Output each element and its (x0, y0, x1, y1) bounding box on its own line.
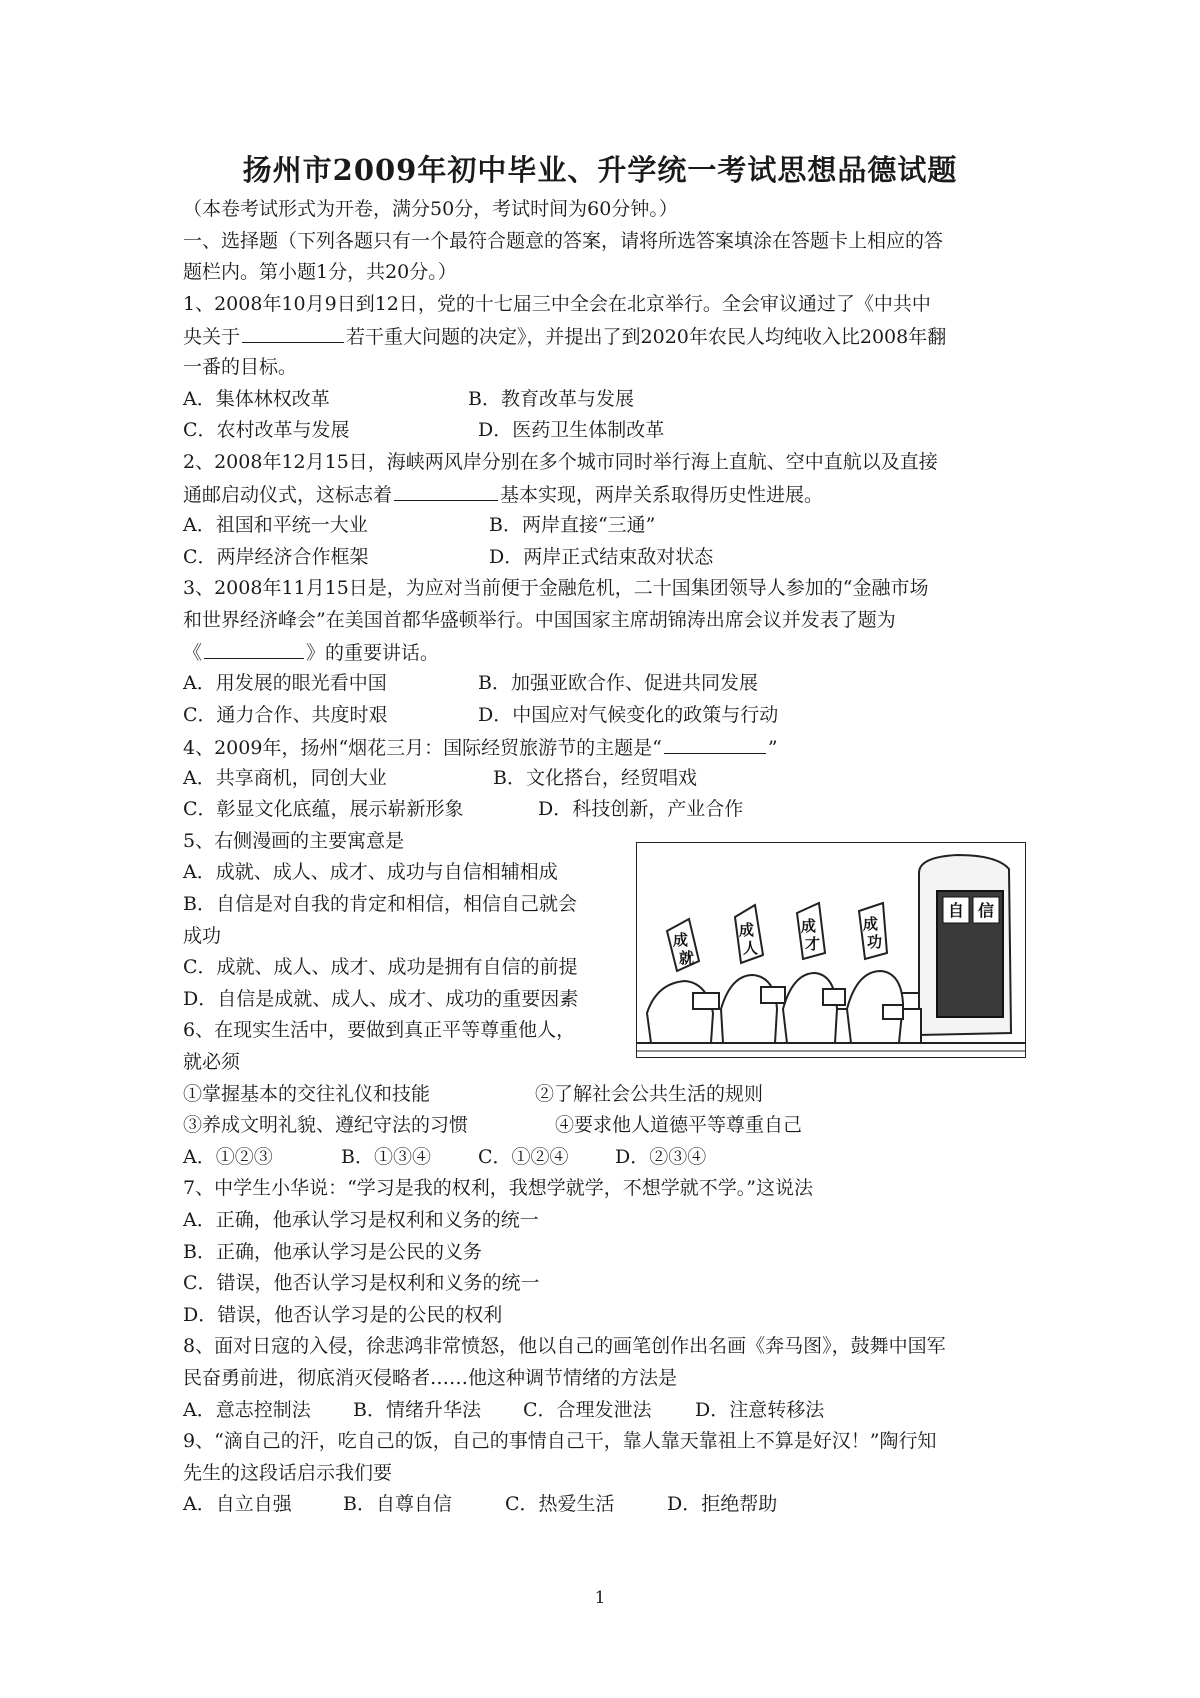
cartoon-sign-2: 信 (978, 901, 995, 920)
q6-option-c: C．①②④ (478, 1145, 569, 1168)
q7-option-d: D．错误，他否认学习是的公民的权利 (183, 1303, 503, 1326)
q6-stem-line1: 6、在现实生活中，要做到真正平等尊重他人， (183, 1019, 576, 1042)
q4-option-c: C．彰显文化底蕴，展示崭新形象 (183, 798, 464, 821)
q7-option-b: B．正确，他承认学习是公民的义务 (183, 1240, 482, 1263)
q8-stem-line1: 8、面对日寇的入侵，徐悲鸿非常愤怒，他以自己的画笔创作出名画《奔马图》，鼓舞中国军 (183, 1335, 946, 1358)
q7-stem-line1: 7、中学生小华说：“学习是我的权利，我想学就学，不想学就不学。”这说法 (183, 1177, 814, 1200)
q4-stem-line1 (183, 731, 1027, 763)
q3-options-row1 (183, 668, 1027, 700)
q1-options-row2 (183, 415, 1027, 447)
q1-stem-text: 若干重大问题的决定》，并提出了到2020年农民人均纯收入比2008年翻 (346, 326, 947, 349)
q6-option-d: D．②③④ (615, 1145, 707, 1168)
cartoon-label-4: 成 (863, 915, 879, 933)
q2-options-row1 (183, 510, 1027, 542)
q8-option-c: C．合理发泄法 (523, 1398, 652, 1421)
q5-option-b-line1: B．自信是对自我的肯定和相信，相信自己就会 (183, 893, 577, 916)
q9-options-row (183, 1489, 1027, 1521)
q1-option-b: B．教育改革与发展 (468, 387, 634, 410)
q1-options-row1 (183, 384, 1027, 416)
q6-option-b: B．①③④ (341, 1145, 431, 1168)
q6-item-1: ①掌握基本的交往礼仪和技能 (183, 1082, 431, 1105)
q3-stem-line2: 和世界经济峰会”在美国首都华盛顿举行。中国国家主席胡锦涛出席会议并发表了题为 (183, 608, 896, 631)
q9-option-a: A．自立自强 (183, 1493, 292, 1516)
q9-option-d: D．拒绝帮助 (667, 1493, 778, 1516)
q2-option-a: A．祖国和平统一大业 (183, 513, 368, 536)
cartoon-label-4b: 功 (867, 933, 883, 951)
q5-option-b-line2: 成功 (183, 924, 222, 947)
q2-options-row2 (183, 542, 1027, 574)
q9-stem-line2: 先生的这段话启示我们要 (183, 1461, 393, 1484)
q6-items-row2 (183, 1110, 1027, 1142)
q7-option-c: C．错误，他否认学习是权利和义务的统一 (183, 1272, 540, 1295)
q4-stem-text: ” (767, 737, 778, 760)
q3-stem-text: 《 (183, 642, 203, 665)
q1-option-a: A．集体林权改革 (183, 387, 330, 410)
q1-stem-line2 (183, 320, 1027, 352)
q2-stem-line2 (183, 478, 1027, 510)
cartoon-label-1b: 就 (679, 949, 695, 967)
q9-option-b: B．自尊自信 (343, 1493, 452, 1516)
q1-stem-line3: 一番的目标。 (183, 355, 298, 378)
q9-stem-line1: 9、“滴自己的汗，吃自己的饭，自己的事情自己干，靠人靠天靠祖上不算是好汉！”陶行知 (183, 1430, 937, 1453)
cartoon-label-3b: 才 (805, 935, 821, 953)
page-title: 扬州市2009年初中毕业、升学统一考试思想品德试题 (242, 153, 958, 187)
q2-stem-text: 基本实现，两岸关系取得历史性进展。 (500, 484, 824, 507)
q6-option-a: A．①②③ (183, 1145, 273, 1168)
q2-option-d: D．两岸正式结束敌对状态 (489, 545, 714, 568)
q3-stem-text: 》的重要讲话。 (306, 642, 440, 665)
page-number: 1 (594, 1588, 606, 1608)
answer-blank (204, 636, 304, 659)
q3-option-d: D．中国应对气候变化的政策与行动 (478, 703, 779, 726)
cartoon-label-1: 成 (673, 931, 689, 949)
answer-blank (664, 731, 766, 754)
q6-stem-line2: 就必须 (183, 1051, 241, 1074)
q4-option-b: B．文化搭台，经贸唱戏 (493, 766, 697, 789)
section-heading-line2: 题栏内。第小题1分，共20分。） (183, 261, 457, 284)
q4-stem-text: 4、2009年，扬州“烟花三月：国际经贸旅游节的主题是“ (183, 737, 662, 760)
exam-note: （本卷考试形式为开卷，满分50分，考试时间为60分钟。） (183, 198, 678, 220)
cartoon-illustration (636, 842, 1026, 1058)
q1-option-c: C．农村改革与发展 (183, 419, 350, 442)
q3-options-row2 (183, 700, 1027, 732)
q6-item-2: ②了解社会公共生活的规则 (535, 1082, 764, 1105)
q8-stem-line2: 民奋勇前进，彻底消灭侵略者……他这种调节情绪的方法是 (183, 1366, 678, 1389)
cartoon-label-2b: 人 (743, 939, 759, 957)
q5-stem-line1: 5、右侧漫画的主要寓意是 (183, 829, 405, 852)
answer-blank (394, 478, 498, 501)
q4-options-row1 (183, 763, 1027, 795)
q4-option-a: A．共享商机，同创大业 (183, 766, 387, 789)
q6-items-row1 (183, 1079, 1027, 1111)
q8-option-b: B．情绪升华法 (353, 1398, 481, 1421)
q8-option-a: A．意志控制法 (183, 1398, 311, 1421)
q4-option-d: D．科技创新，产业合作 (538, 798, 744, 821)
q3-option-b: B．加强亚欧合作、促进共同发展 (478, 671, 758, 694)
q7-option-a: A．正确，他承认学习是权利和义务的统一 (183, 1209, 539, 1231)
section-heading-line1: 一、选择题（下列各题只有一个最符合题意的答案，请将所选答案填涂在答题卡上相应的答 (183, 229, 944, 252)
q3-stem-line1: 3、2008年11月15日是，为应对当前便于金融危机，二十国集团领导人参加的“金融市场 (183, 577, 929, 600)
cartoon-label-3: 成 (801, 917, 817, 935)
q6-options-row (183, 1142, 1027, 1174)
q8-option-d: D．注意转移法 (695, 1398, 825, 1421)
q9-option-c: C．热爱生活 (505, 1493, 615, 1516)
q6-item-3: ③养成文明礼貌、遵纪守法的习惯 (183, 1114, 469, 1137)
q1-stem-line1: 1、2008年10月9日到12日，党的十七届三中全会在北京举行。全会审议通过了《中共中 (183, 292, 931, 315)
q2-option-b: B．两岸直接“三通” (489, 513, 656, 536)
q1-option-d: D．医药卫生体制改革 (478, 419, 665, 442)
q1-stem-text: 央关于 (183, 326, 241, 349)
q6-item-4: ④要求他人道德平等尊重自己 (555, 1114, 803, 1137)
q5-option-c: C．成就、成人、成才、成功是拥有自信的前提 (183, 956, 578, 979)
q4-options-row2 (183, 794, 1027, 826)
answer-blank (242, 320, 344, 343)
cartoon-drawing (637, 843, 1025, 1057)
cartoon-sign-1: 自 (948, 901, 965, 920)
q2-stem-text: 通邮启动仪式，这标志着 (183, 484, 393, 507)
q2-option-c: C．两岸经济合作框架 (183, 545, 369, 568)
q3-option-c: C．通力合作、共度时艰 (183, 703, 388, 726)
q5-option-d: D．自信是成就、成人、成才、成功的重要因素 (183, 987, 579, 1010)
q2-stem-line1: 2、2008年12月15日，海峡两风岸分别在多个城市同时举行海上直航、空中直航以及直接 (183, 450, 938, 473)
q3-stem-line3 (183, 636, 1027, 668)
q3-option-a: A．用发展的眼光看中国 (183, 671, 387, 694)
q8-options-row (183, 1395, 1027, 1427)
q5-option-a: A．成就、成人、成才、成功与自信相辅相成 (183, 861, 558, 884)
cartoon-label-2: 成 (739, 921, 755, 939)
